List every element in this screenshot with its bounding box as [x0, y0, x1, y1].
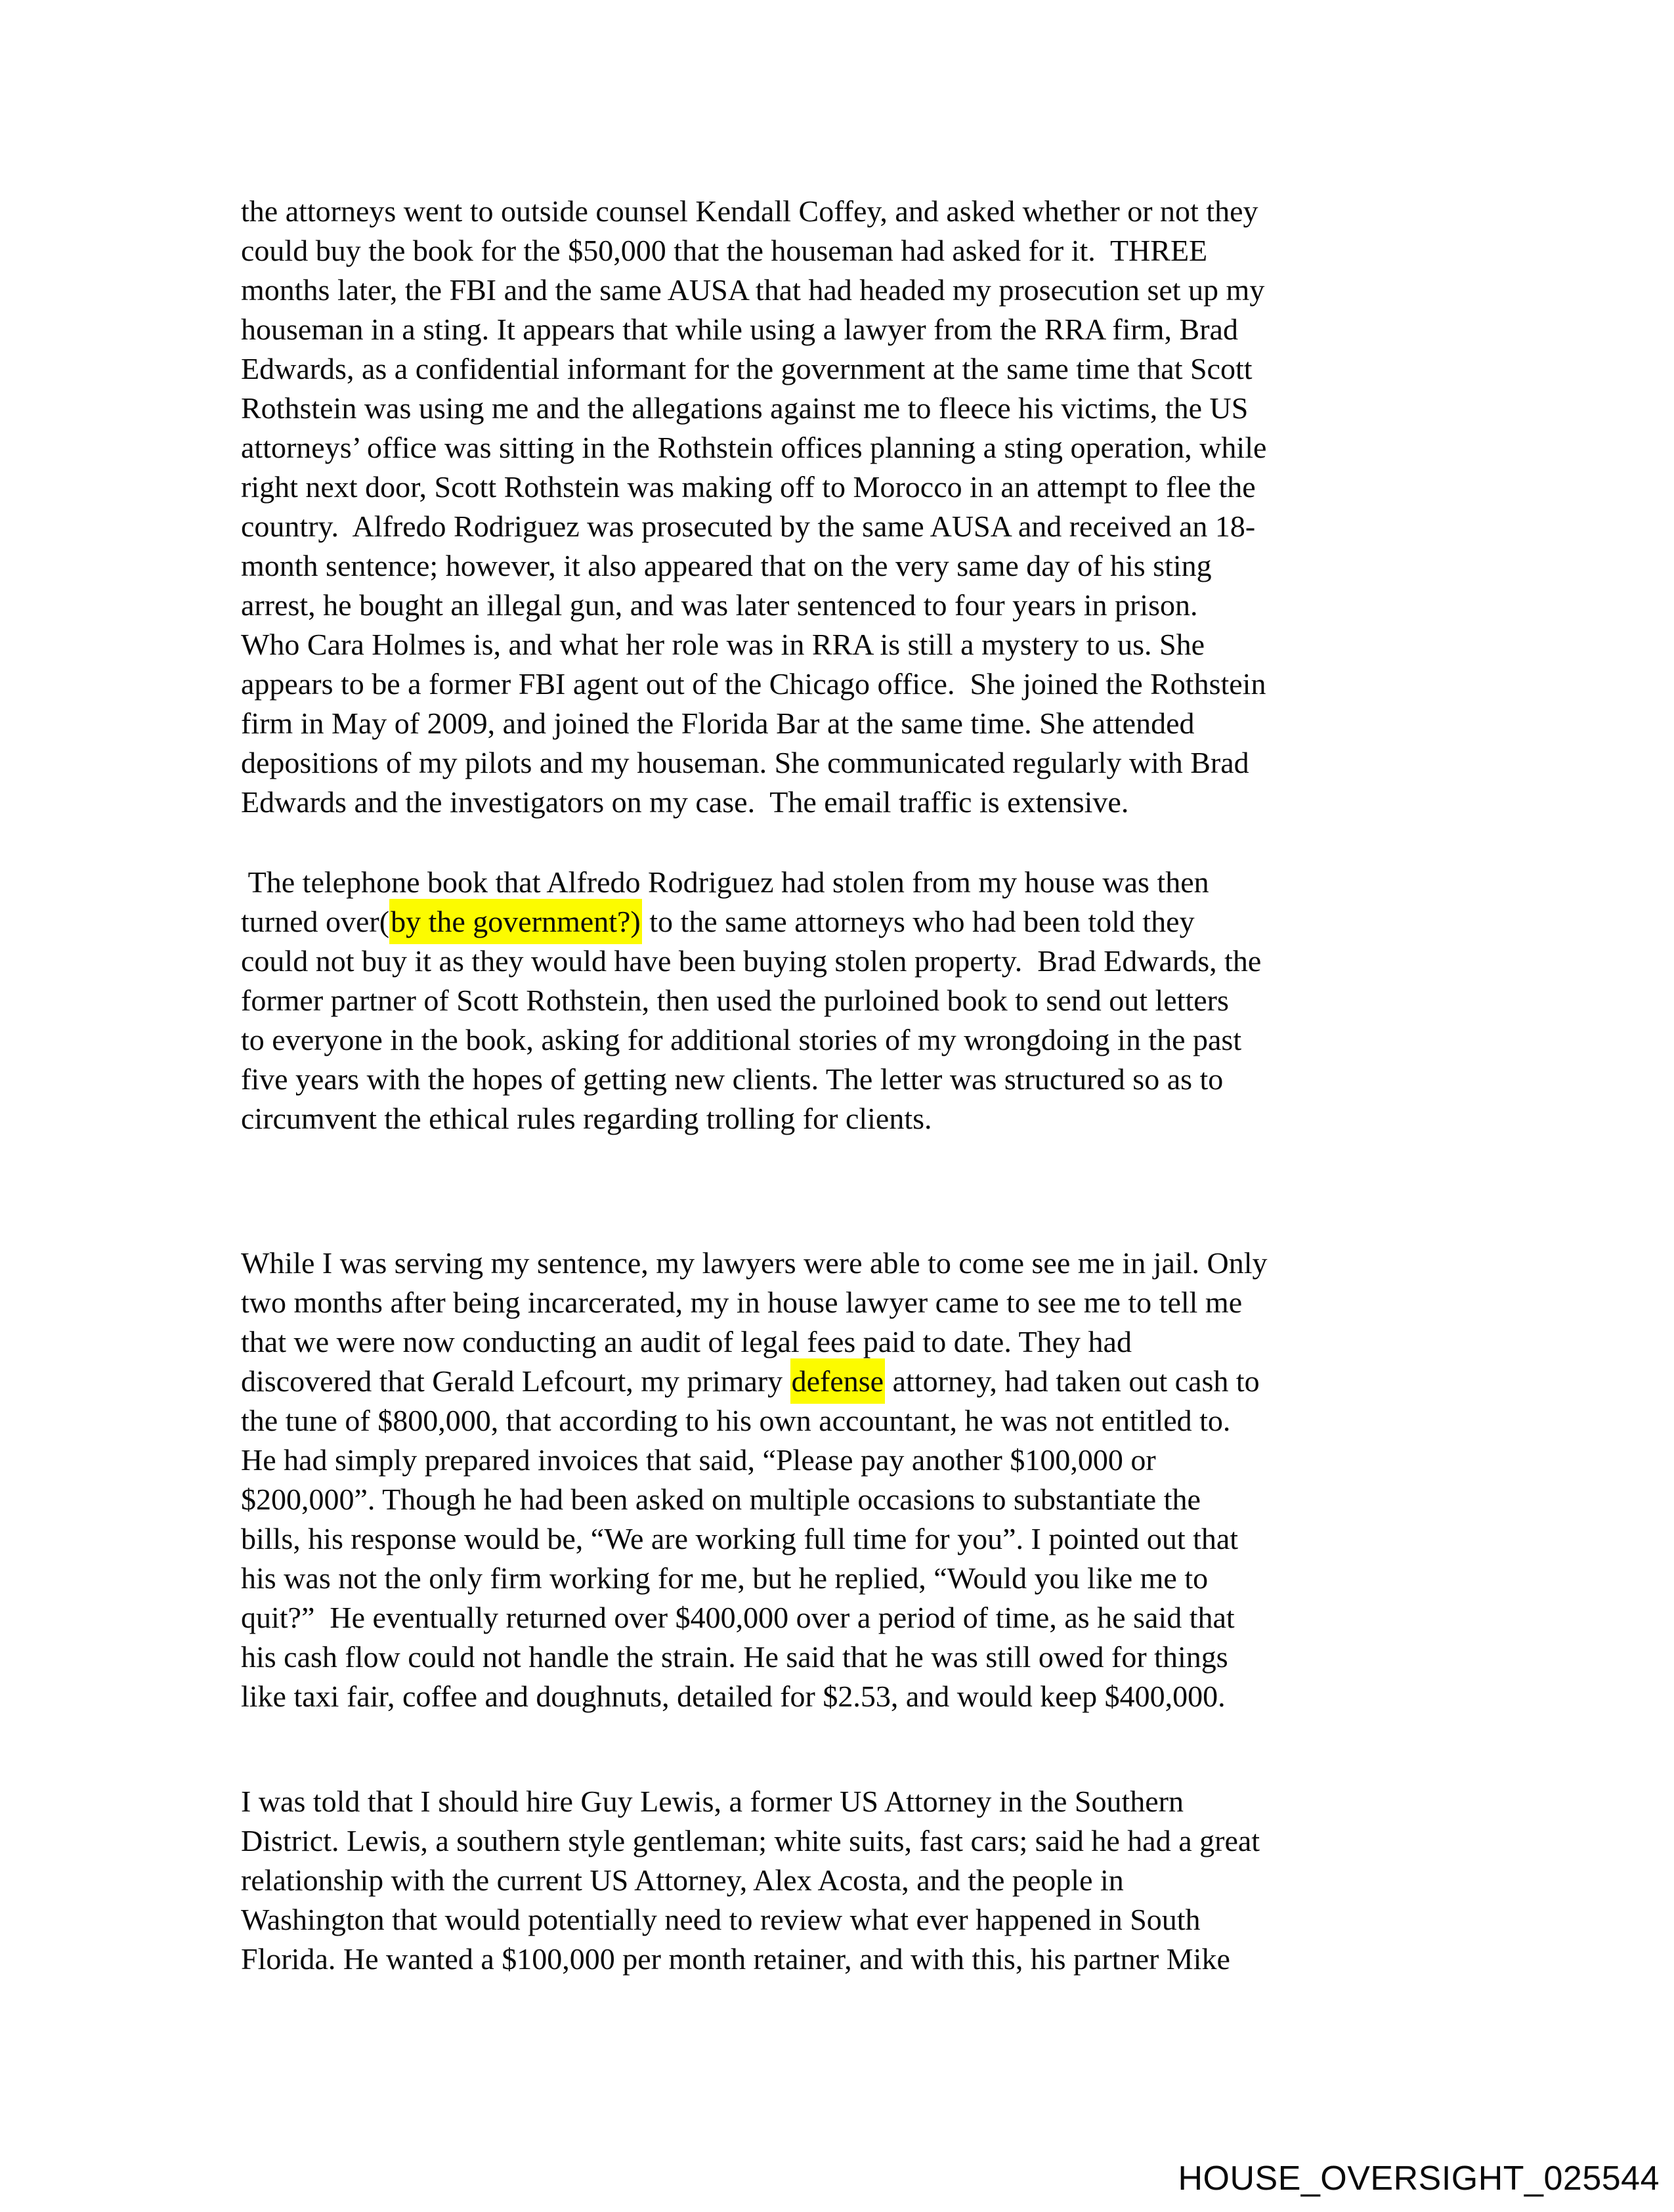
- text-line: I was told that I should hire Guy Lewis, a former US Attorney in the Southern: [241, 1785, 1184, 1818]
- text-line: Washington that would potentially need to review what ever happened in South: [241, 1903, 1201, 1936]
- paragraph: [241, 1782, 1501, 1979]
- highlighted-text: defense: [790, 1358, 885, 1404]
- text-line: country. Alfredo Rodriguez was prosecuted by the same AUSA and received an 18-: [241, 510, 1256, 543]
- text-line: relationship with the current US Attorney, Alex Acosta, and the people in: [241, 1863, 1124, 1897]
- document-body-text: [241, 192, 1501, 1979]
- text-line: appears to be a former FBI agent out of the Chicago office. She joined the Rothstein: [241, 667, 1266, 701]
- text-line: the tune of $800,000, that according to his own accountant, he was not entitled to.: [241, 1404, 1231, 1437]
- text-line: that we were now conducting an audit of legal fees paid to date. They had: [241, 1325, 1132, 1358]
- text-line: Edwards, as a confidential informant for the government at the same time that Scott: [241, 352, 1253, 385]
- text-line: could buy the book for the $50,000 that the houseman had asked for it. THREE: [241, 234, 1208, 267]
- text-line: former partner of Scott Rothstein, then used the purloined book to send out letters: [241, 984, 1229, 1017]
- text-line: depositions of my pilots and my houseman. She communicated regularly with Brad: [241, 746, 1249, 779]
- bates-number: HOUSE_OVERSIGHT_025544: [1178, 2159, 1660, 2198]
- text-line: month sentence; however, it also appeared that on the very same day of his sting: [241, 549, 1212, 582]
- text-line: attorneys’ office was sitting in the Rothstein offices planning a sting operation, while: [241, 431, 1267, 464]
- text-line: While I was serving my sentence, my lawyers were able to come see me in jail. Only: [241, 1246, 1268, 1280]
- text-line: could not buy it as they would have been buying stolen property. Brad Edwards, the: [241, 944, 1262, 978]
- text-line: his was not the only firm working for me, but he replied, “Would you like me to: [241, 1561, 1209, 1595]
- text-line: his cash flow could not handle the strain. He said that he was still owed for things: [241, 1640, 1228, 1674]
- text-line: bills, his response would be, “We are working full time for you”. I pointed out that: [241, 1522, 1239, 1555]
- text-line: circumvent the ethical rules regarding trolling for clients.: [241, 1102, 932, 1135]
- text-line: months later, the FBI and the same AUSA that had headed my prosecution set up my: [241, 273, 1265, 307]
- paragraph: [241, 192, 1501, 822]
- text-line: Rothstein was using me and the allegations against me to fleece his victims, the US: [241, 391, 1249, 425]
- text-line: the attorneys went to outside counsel Kendall Coffey, and asked whether or not they: [241, 194, 1258, 228]
- text-line: $200,000”. Though he had been asked on multiple occasions to substantiate the: [241, 1483, 1201, 1516]
- paragraph: [241, 1244, 1501, 1716]
- text-line: five years with the hopes of getting new clients. The letter was structured so as to: [241, 1062, 1224, 1096]
- text-line: right next door, Scott Rothstein was making off to Morocco in an attempt to flee the: [241, 470, 1256, 504]
- paragraph: [241, 863, 1501, 1139]
- text-line: discovered that Gerald Lefcourt, my primary defense attorney, had taken out cash to: [241, 1362, 1501, 1401]
- text-line: arrest, he bought an illegal gun, and was later sentenced to four years in prison.: [241, 588, 1198, 622]
- text-line: two months after being incarcerated, my in house lawyer came to see me to tell me: [241, 1286, 1243, 1319]
- text-line: to everyone in the book, asking for additional stories of my wrongdoing in the past: [241, 1023, 1242, 1056]
- highlighted-text: by the government?): [389, 899, 642, 944]
- text-line: Edwards and the investigators on my case. The email traffic is extensive.: [241, 785, 1129, 819]
- text-line: The telephone book that Alfredo Rodriguez had stolen from my house was then: [241, 865, 1209, 899]
- text-line: houseman in a sting. It appears that while using a lawyer from the RRA firm, Brad: [241, 313, 1238, 346]
- text-line: turned over(by the government?) to the same attorneys who had been told they: [241, 902, 1501, 942]
- text-line: He had simply prepared invoices that said, “Please pay another $100,000 or: [241, 1443, 1156, 1477]
- text-line: firm in May of 2009, and joined the Florida Bar at the same time. She attended: [241, 706, 1195, 740]
- text-line: Who Cara Holmes is, and what her role was in RRA is still a mystery to us. She: [241, 628, 1205, 661]
- text-line: Florida. He wanted a $100,000 per month retainer, and with this, his partner Mike: [241, 1942, 1230, 1976]
- text-line: like taxi fair, coffee and doughnuts, detailed for $2.53, and would keep $400,000.: [241, 1680, 1226, 1713]
- text-line: District. Lewis, a southern style gentleman; white suits, fast cars; said he had a great: [241, 1824, 1260, 1857]
- text-line: quit?” He eventually returned over $400,000 over a period of time, as he said that: [241, 1601, 1235, 1634]
